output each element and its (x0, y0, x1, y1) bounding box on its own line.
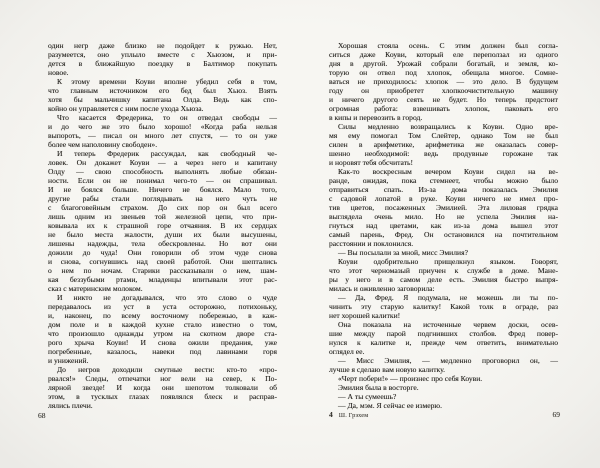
text-line: в кипы и перевозить в город. (329, 113, 423, 122)
right-page-footer (329, 410, 560, 419)
text-line: более чем наполовину свободен». (48, 140, 158, 149)
text-line: дня в другой. Урожай собрали богатый, и земля, ко- (329, 59, 558, 68)
text-line: один негр даже близко не подойдет к ружью. Нет, (48, 41, 277, 50)
left-page-number: 68 (38, 411, 46, 420)
text-line: тив цветов, посаженных Эмилией. Эта лиловая грядка (329, 203, 558, 212)
text-line: ловек. Он докажет Коуви — а через него и капитану (48, 158, 277, 167)
text-line: И теперь Фредерик рассуждал, как свободный че- (57, 149, 277, 158)
text-line: ранде, ожидая, пока стемнеет, чтобы можно было (329, 176, 558, 185)
text-line: И никто не догадывался, что это слово о чуде (57, 293, 277, 302)
right-page-number: 69 (552, 410, 560, 419)
text-line: шенно необходимой: ведь продувные горожане так (329, 149, 558, 158)
text-line: оглядел ее. (329, 347, 365, 356)
text-line: дожили до чуда! Они говорили об этом чуде снова (48, 248, 277, 257)
text-line: нет хорошей калитки! (329, 311, 401, 320)
text-line: погребенные, казалось, навеки под лавинами горя (48, 347, 277, 356)
text-line: — Да, Фред. Я подумала, не можешь ли ты по- (338, 293, 558, 302)
text-line: Как-то воскресным вечером Коуви сидел на ве- (338, 167, 558, 176)
text-line: и ничего другого сеять не будет. Но теперь предстоит (329, 95, 558, 104)
text-line: Эмилия была в восторге. (338, 383, 419, 392)
text-line: лучше я сделаю вам новую калитку. (329, 365, 446, 374)
text-line: чинить эту старую калитку! Какой толк в ограде, раз (329, 302, 558, 311)
text-line: ры у него и в самом деле есть. Эмилия быстро выпря- (329, 275, 558, 284)
text-line: ности. Если он не понимал чего-то — он спрашивал. (48, 176, 277, 185)
text-line: Коуви одобрительно прищелкнул языком. Говорят, (338, 257, 558, 266)
text-line: году он приобретет хлопкоочистительную машину (329, 86, 558, 95)
text-line: торую он отвел под хлопок, обещала многое. Сомне- (329, 68, 558, 77)
text-line: лишены надежды, тела обескровлены. Но вот они (48, 239, 277, 248)
text-line: новое. (48, 68, 69, 77)
text-line: другие рабы стали поглядывать на него чуть не (48, 194, 277, 203)
text-line: койно он управляется с ним после ухода Хьюза. (48, 104, 204, 113)
right-page-text-block (329, 41, 558, 410)
text-line: выпороть, — писал он много лет спустя, — то он уже (48, 131, 277, 140)
text-line: лишь одним из звеньев той железной цепи, что при- (48, 212, 277, 221)
text-line: что произошло однажды утром на скотном дворе ста- (48, 329, 277, 338)
text-line: — Да, мэм. Я сейчас ее измерю. (338, 401, 442, 410)
text-line: с благоговейным страхом. До сих пор он был всего (48, 203, 277, 212)
text-line: нулся к калитке и, прежде чем ответить, внимательно (329, 338, 558, 347)
text-line: рого хрыча Коуви! И снова ожили предания, уже (48, 338, 277, 347)
text-line: самый парень, Фред. Он остановился на почтительном (329, 230, 558, 239)
text-line: о нем по ночам. Старики рассказывали о нем, шам- (48, 266, 277, 275)
text-line: силен в арифметике, арифметика же оказалась совер- (329, 140, 558, 149)
text-line: ситься даже Коуви, который еле переползал из одного (329, 50, 558, 59)
text-line: что этот черномазый приучен к службе в доме. Мане- (329, 266, 558, 275)
signature-author-label: Ш. Грэхем (338, 412, 369, 419)
text-line: разумеется, оно уплыло вместе с Хьюзом, и при- (48, 50, 277, 59)
text-line: кая беззубыми ртами, младенцы впитывали этот рас- (48, 275, 277, 284)
text-line: рвался!» Следы, отпечатки ног вели на север, к По- (48, 374, 277, 383)
signature-mark (329, 410, 368, 419)
text-line: ваться не приходилось: хлопок — это дело. В будущем (329, 77, 558, 86)
text-line: Она показала на источенные червем доски, осев- (338, 320, 558, 329)
text-line: ковывала их к страшной горе отчаяния. В их сердцах (48, 221, 277, 230)
text-line: — Вы посылали за мной, мисс Эмилия? (338, 248, 468, 257)
text-line: Что касается Фредерика, то он отведал свободы — (57, 113, 277, 122)
text-line: и до чего же это было хорошо! «Когда раба нельзя (48, 122, 277, 131)
text-line: дом поле и в каждой кухне стало известно о том, (48, 320, 277, 329)
text-line: И не боялся больше. Ничего не боялся. Мало того, (48, 185, 277, 194)
text-line: и норовят тебя обсчитать! (329, 158, 414, 167)
text-line: К этому времени Коуви вполне убедил себя в том, (57, 77, 277, 86)
text-line: До негров доходили смутные вести: кто-то «про- (57, 365, 277, 374)
text-line: сказ с материнским молоком. (48, 284, 143, 293)
text-line: «Черт побери!» — произнес про себя Коуви. (338, 374, 483, 383)
text-line: гнуться над цветами, как из-за дома вышел этот (329, 221, 558, 230)
text-line: и снова, согнувшись над своей работой. Они шептались (48, 257, 277, 266)
text-line: милась и оживленно заговорила: (329, 284, 435, 293)
text-line: хотя бы мальчишку капитана Олда. Ведь как спо- (48, 95, 277, 104)
text-line: этом, в тусклых глазах появлялся блеск и расправ- (48, 392, 277, 401)
text-line: Олду — свою способность выполнять любые обязан- (48, 167, 277, 176)
text-line: Силы медленно возвращались к Коуви. Одно вре- (338, 122, 558, 131)
text-line: лярной звезде! И когда они шепотом толковали об (48, 383, 277, 392)
text-line: что главным источником его бед был Хьюз. Взять (48, 86, 277, 95)
left-page-text-block (48, 41, 277, 410)
signature-number: 4 (329, 410, 333, 419)
text-line: — А ты сумеешь? (338, 392, 397, 401)
text-line: мя ему помогал Том Слейтер, однако Том не был (329, 131, 558, 140)
text-line: — Мисс Эмилия, — медленно проговорил он, — (338, 356, 558, 365)
text-line: и, наконец, по всему восточному побережью, в каж- (48, 311, 277, 320)
text-line: с садовой лопатой в руке. Коуви ничего не имел про- (329, 194, 558, 203)
text-line: лялись плечи. (48, 401, 93, 410)
text-line: расстоянии и поклонился. (329, 239, 414, 248)
text-line: выглядела очень мило. Но не успела Эмилия на- (329, 212, 558, 221)
text-line: отправиться спать. Из-за дома показалась Эмилия (329, 185, 558, 194)
text-line: огромная работа: взвешивать хлопок, паковать его (329, 104, 558, 113)
text-line: передавалось из уст в уста осторожно, потихоньку, (48, 302, 277, 311)
text-line: Хорошая стояла осень. С этим должен был согла- (338, 41, 558, 50)
text-line: шие между парой подгнивших столбов. Фред повер- (329, 329, 558, 338)
text-line: не было места жалости, души их были высушены, (48, 230, 277, 239)
text-line: и унижений. (48, 356, 89, 365)
text-line: дется в ближайшую поездку в Балтимор покупать (48, 59, 277, 68)
